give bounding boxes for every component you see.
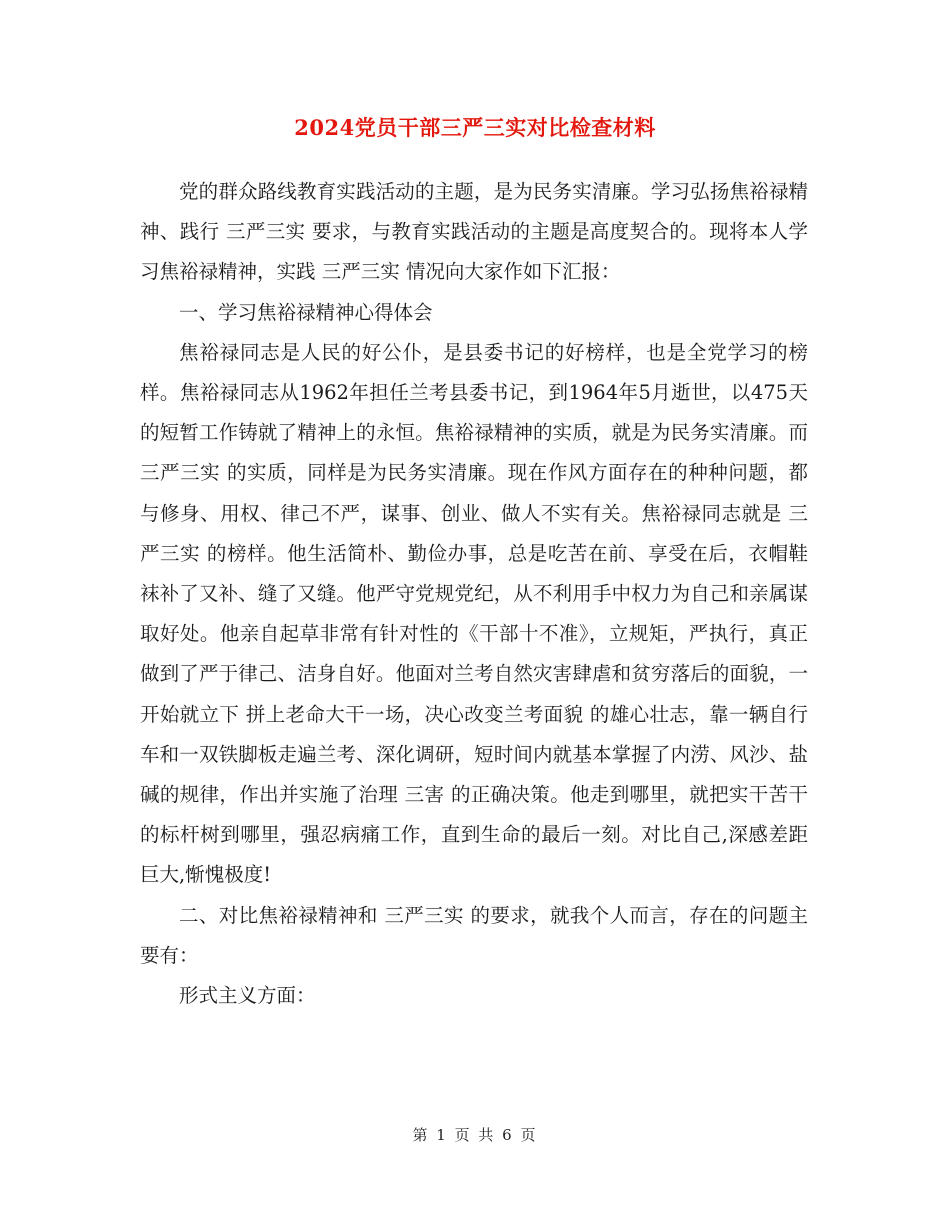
document-title: 2024党员干部三严三实对比检查材料	[294, 115, 656, 140]
section-heading-2: 二、对比焦裕禄精神和 三严三实 的要求，就我个人而言，存在的问题主要有：	[140, 903, 808, 967]
paragraph-intro: 党的群众路线教育实践活动的主题，是为民务实清廉。学习弘扬焦裕禄精神、践行 三严三实 要求，与教育实践活动的主题是高度契合的。现将本人学习焦裕禄精神，实践 三严三实 情况向大家作如下汇报：	[140, 180, 808, 284]
section-heading-1: 一、学习焦裕禄精神心得体会	[179, 300, 433, 324]
subheading-formalism: 形式主义方面：	[179, 984, 316, 1008]
document-body	[140, 172, 808, 1016]
paragraph-jiao-yulu: 焦裕禄同志是人民的好公仆，是县委书记的好榜样，也是全党学习的榜样。焦裕禄同志从1962年担任兰考县委书记，到1964年5月逝世，以475天的短暂工作铸就了精神上的永恒。焦裕禄精神的实质，就是为民务实清廉。而 三严三实 的实质，同样是为民务实清廉。现在作风方面存在的种种问题，都与修身、用权、律己不严，谋事、创业、做人不实有关。焦裕禄同志就是 三严三实 的榜样。他生活简朴、勤俭办事，总是吃苦在前、享受在后，衣帽鞋袜补了又补、缝了又缝。他严守党规党纪，从不利用手中权力为自己和亲属谋取好处。他亲自起草非常有针对性的《干部十不准》，立规矩，严执行，真正做到了严于律己、洁身自好。他面对兰考自然灾害肆虐和贫穷落后的面貌，一开始就立下 拼上老命大干一场，决心改变兰考面貌 的雄心壮志，靠一辆自行车和一双铁脚板走遍兰考、深化调研，短时间内就基本掌握了内涝、风沙、盐碱的规律，作出并实施了治理 三害 的正确决策。他走到哪里，就把实干苦干的标杆树到哪里，强忍病痛工作，直到生命的最后一刻。对比自己,深感差距巨大,惭愧极度!	[140, 340, 808, 887]
page-footer: 第 1 页 共 6 页	[412, 1126, 538, 1144]
